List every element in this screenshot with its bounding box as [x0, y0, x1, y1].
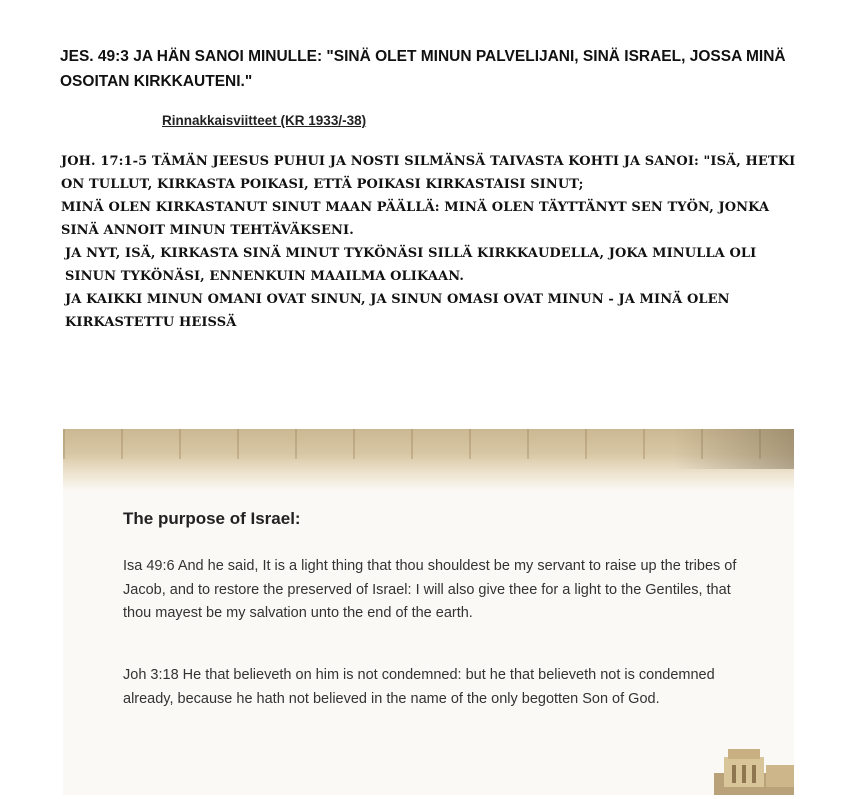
slide-title: The purpose of Israel:	[123, 509, 301, 528]
verse-line: JA KAIKKI MINUN OMANI OVAT SINUN, JA SINUN OMASI OVAT MINUN - JA MINÄ OLEN KIRKASTETTU HEISSÄ	[65, 292, 730, 330]
embedded-slide-image	[63, 429, 794, 795]
temple-illustration-icon	[714, 735, 794, 795]
cross-references-link[interactable]: Rinnakkaisviitteet (KR 1933/-38)	[162, 113, 367, 128]
verse-line: JA NYT, ISÄ, KIRKASTA SINÄ MINUT TYKÖNÄSI SILLÄ KIRKKAUDELLA, JOKA MINULLA OLI SINUN TYKÖNÄSI, ENNENKUIN MAAILMA OLIKAAN.	[65, 246, 757, 284]
verse-line: MINÄ OLEN KIRKASTANUT SINUT MAAN PÄÄLLÄ: MINÄ OLEN TÄYTTÄNYT SEN TYÖN, JONKA SINÄ ANNOIT MINUN TEHTÄVÄKSENI.	[61, 200, 770, 238]
page-heading: JES. 49:3 JA HÄN SANOI MINULLE: "SINÄ OLET MINUN PALVELIJANI, SINÄ ISRAEL, JOSSA MINÄ OSOITAN KIRKKAUTENI."	[60, 48, 786, 90]
slide-paragraph: Joh 3:18 He that believeth on him is not condemned: but he that believeth not is condemned already, because he hath not believed in the name of the only begotten Son of God.	[123, 667, 715, 707]
verse-line: JOH. 17:1-5 TÄMÄN JEESUS PUHUI JA NOSTI SILMÄNSÄ TAIVASTA KOHTI JA SANOI: "ISÄ, HETKI ON TULLUT, KIRKASTA POIKASI, ETTÄ POIKASI KIRKASTAISI SINUT;	[61, 154, 796, 192]
verse-list	[61, 150, 801, 334]
stone-wall-banner-icon	[63, 429, 794, 491]
slide-paragraph: Isa 49:6 And he said, It is a light thing that thou shouldest be my servant to raise up the tribes of Jacob, and to restore the preserved of Israel: I will also give thee for a light to the Gentiles, that thou mayest be my salvation unto the end of the earth.	[123, 558, 737, 621]
